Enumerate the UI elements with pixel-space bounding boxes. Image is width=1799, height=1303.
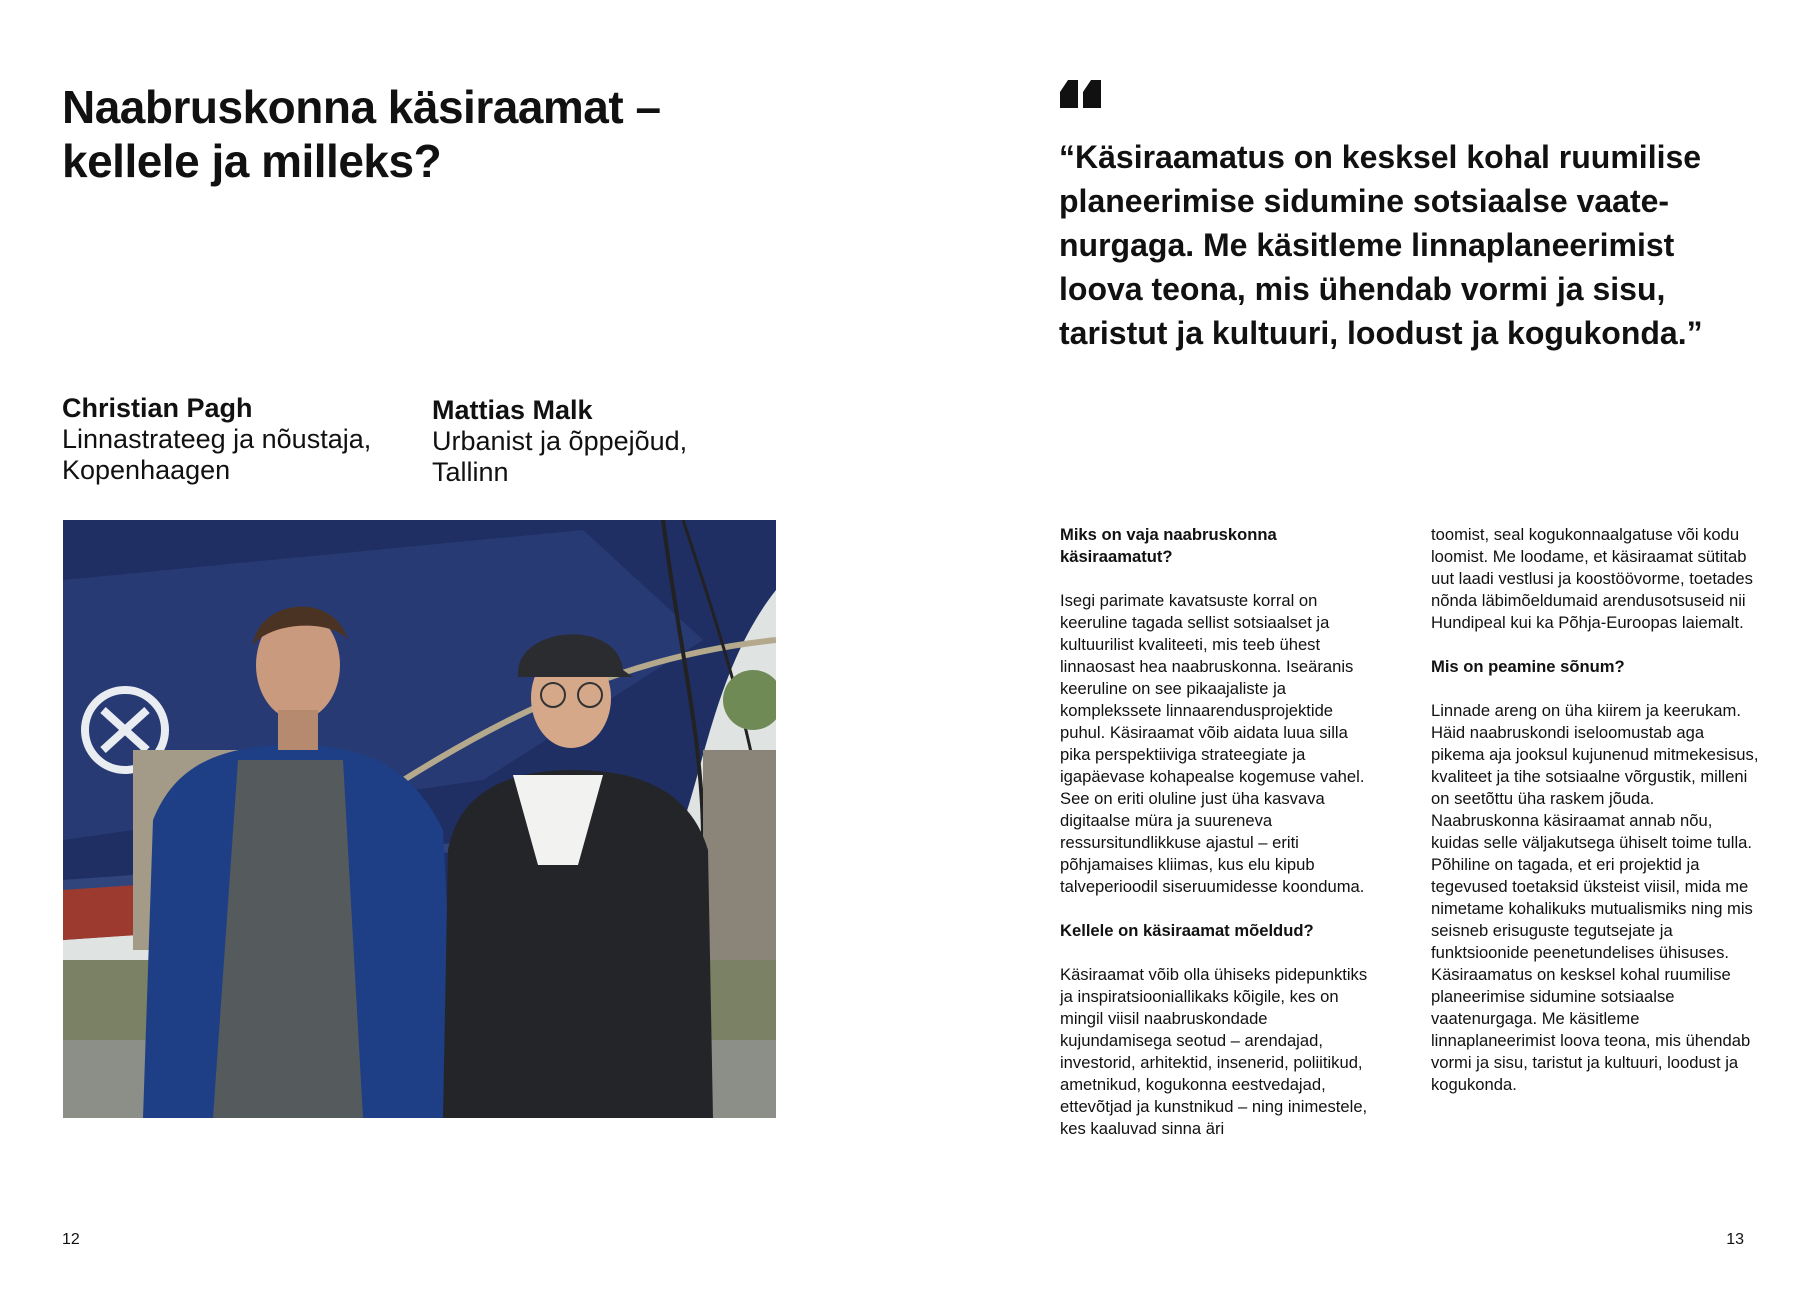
author-role-line-1: Urbanist ja õppejõud, xyxy=(432,426,688,456)
author-role-line-2: Tallinn xyxy=(432,457,509,487)
author-role-line-1: Linnastrateeg ja nõustaja, xyxy=(62,424,372,454)
pull-quote xyxy=(1059,135,1719,355)
pull-quote-line: “Käsiraamatus on kesksel kohal ruumilise xyxy=(1059,139,1702,175)
quotation-mark-icon xyxy=(1060,80,1102,108)
body-column-1 xyxy=(1060,524,1380,1162)
authors-photo xyxy=(63,520,776,1118)
pull-quote-line: loova teona, mis ühendab vormi ja sisu, xyxy=(1059,271,1666,307)
pull-quote-line: taristut ja kultuuri, loodust ja kogukonda.” xyxy=(1059,315,1703,351)
answer-paragraph: Isegi parimate kavatsuste korral on keeruline tagada sellist sotsiaalset ja kultuurilist kvaliteeti, mis teeb ühest linnaosast hea naabruskonna. Iseäranis keeruline on see pikaajaliste ja komplekssete linnaarendusprojektide puhul. Käsiraamat võib aidata luua silla pika perspektiiviga strateegiate ja igapäevase kohapealse kogemuse vahel. See on eriti oluline just üha kasvava digitaalse müra ja suureneva ressursitundlikkuse ajastul – eriti põhjamaises kliimas, kus elu kipub talveperioodil siseruumidesse koonduma. xyxy=(1060,591,1365,896)
answer-paragraph: Käsiraamat võib olla ühiseks pidepunktiks ja inspiratsiooniallikaks kõigile, kes on mingil viisil naabruskondade kujundamisega seotud – arendajad, investorid, arhitektid, insenerid, poliitikud, ametnikud, kogukonna eestvedajad, ettevõtjad ja kunstnikud – ning inimestele, kes kaaluvad sinna äri xyxy=(1060,965,1368,1138)
question-heading: Mis on peamine sõnum? xyxy=(1431,657,1625,676)
page-number-left: 12 xyxy=(62,1231,80,1248)
answer-paragraph: Linnade areng on üha kiirem ja keerukam. Häid naabruskondi iseloomustab aga pikema aja jooksul kujunenud mitmekesisus, kvaliteet ja tihe sotsiaalne võrgustik, milleni on seetõttu üha raskem jõuda. Naabruskonna käsiraamat annab nõu, kuidas selle väljakutsega ühiselt toime tulla. Põhiline on tagada, et eri projektid ja tegevused toetaksid üksteist viisil, mida me nimetame kohalikuks mutualismiks ning mis seisneb erisuguste tegutsejate ja funktsioonide peenetundelises ühisuses. Käsiraamatus on kesksel kohal ruumilise planeerimise sidumine sotsiaalse vaatenurgaga. Me käsitleme linnaplaneerimist loova teona, mis ühendab vormi ja sisu, taristut ja kultuuri, loodust ja kogukonda. xyxy=(1431,701,1759,1094)
author-role-line-2: Kopenhaagen xyxy=(62,455,231,485)
author-christian-pagh xyxy=(62,393,402,486)
pull-quote-line: nurgaga. Me käsitleme linnaplaneerimist xyxy=(1059,227,1675,263)
page-number-right: 13 xyxy=(1726,1231,1744,1248)
body-column-2 xyxy=(1431,524,1761,1118)
author-mattias-malk xyxy=(432,395,772,488)
author-name: Christian Pagh xyxy=(62,393,253,423)
article-title xyxy=(62,80,782,188)
right-page xyxy=(900,0,1799,1303)
question-heading: Kellele on käsiraamat mõeldud? xyxy=(1060,921,1314,940)
title-line-2: kellele ja milleks? xyxy=(62,135,442,187)
title-line-1: Naabruskonna käsiraamat – xyxy=(62,81,661,133)
pull-quote-line: planeerimise sidumine sotsiaalse vaate- xyxy=(1059,183,1670,219)
author-name: Mattias Malk xyxy=(432,395,593,425)
answer-paragraph: toomist, seal kogukonnaalgatuse või kodu loomist. Me loodame, et käsiraamat sütitab uut laadi vestlusi ja koostöövorme, toetades nõnda läbimõeldumaid arendusotsuseid nii Hundipeal kui ka Põhja-Euroopas laiemalt. xyxy=(1431,525,1753,632)
question-heading: Miks on vaja naabruskonna käsiraamatut? xyxy=(1060,525,1277,566)
